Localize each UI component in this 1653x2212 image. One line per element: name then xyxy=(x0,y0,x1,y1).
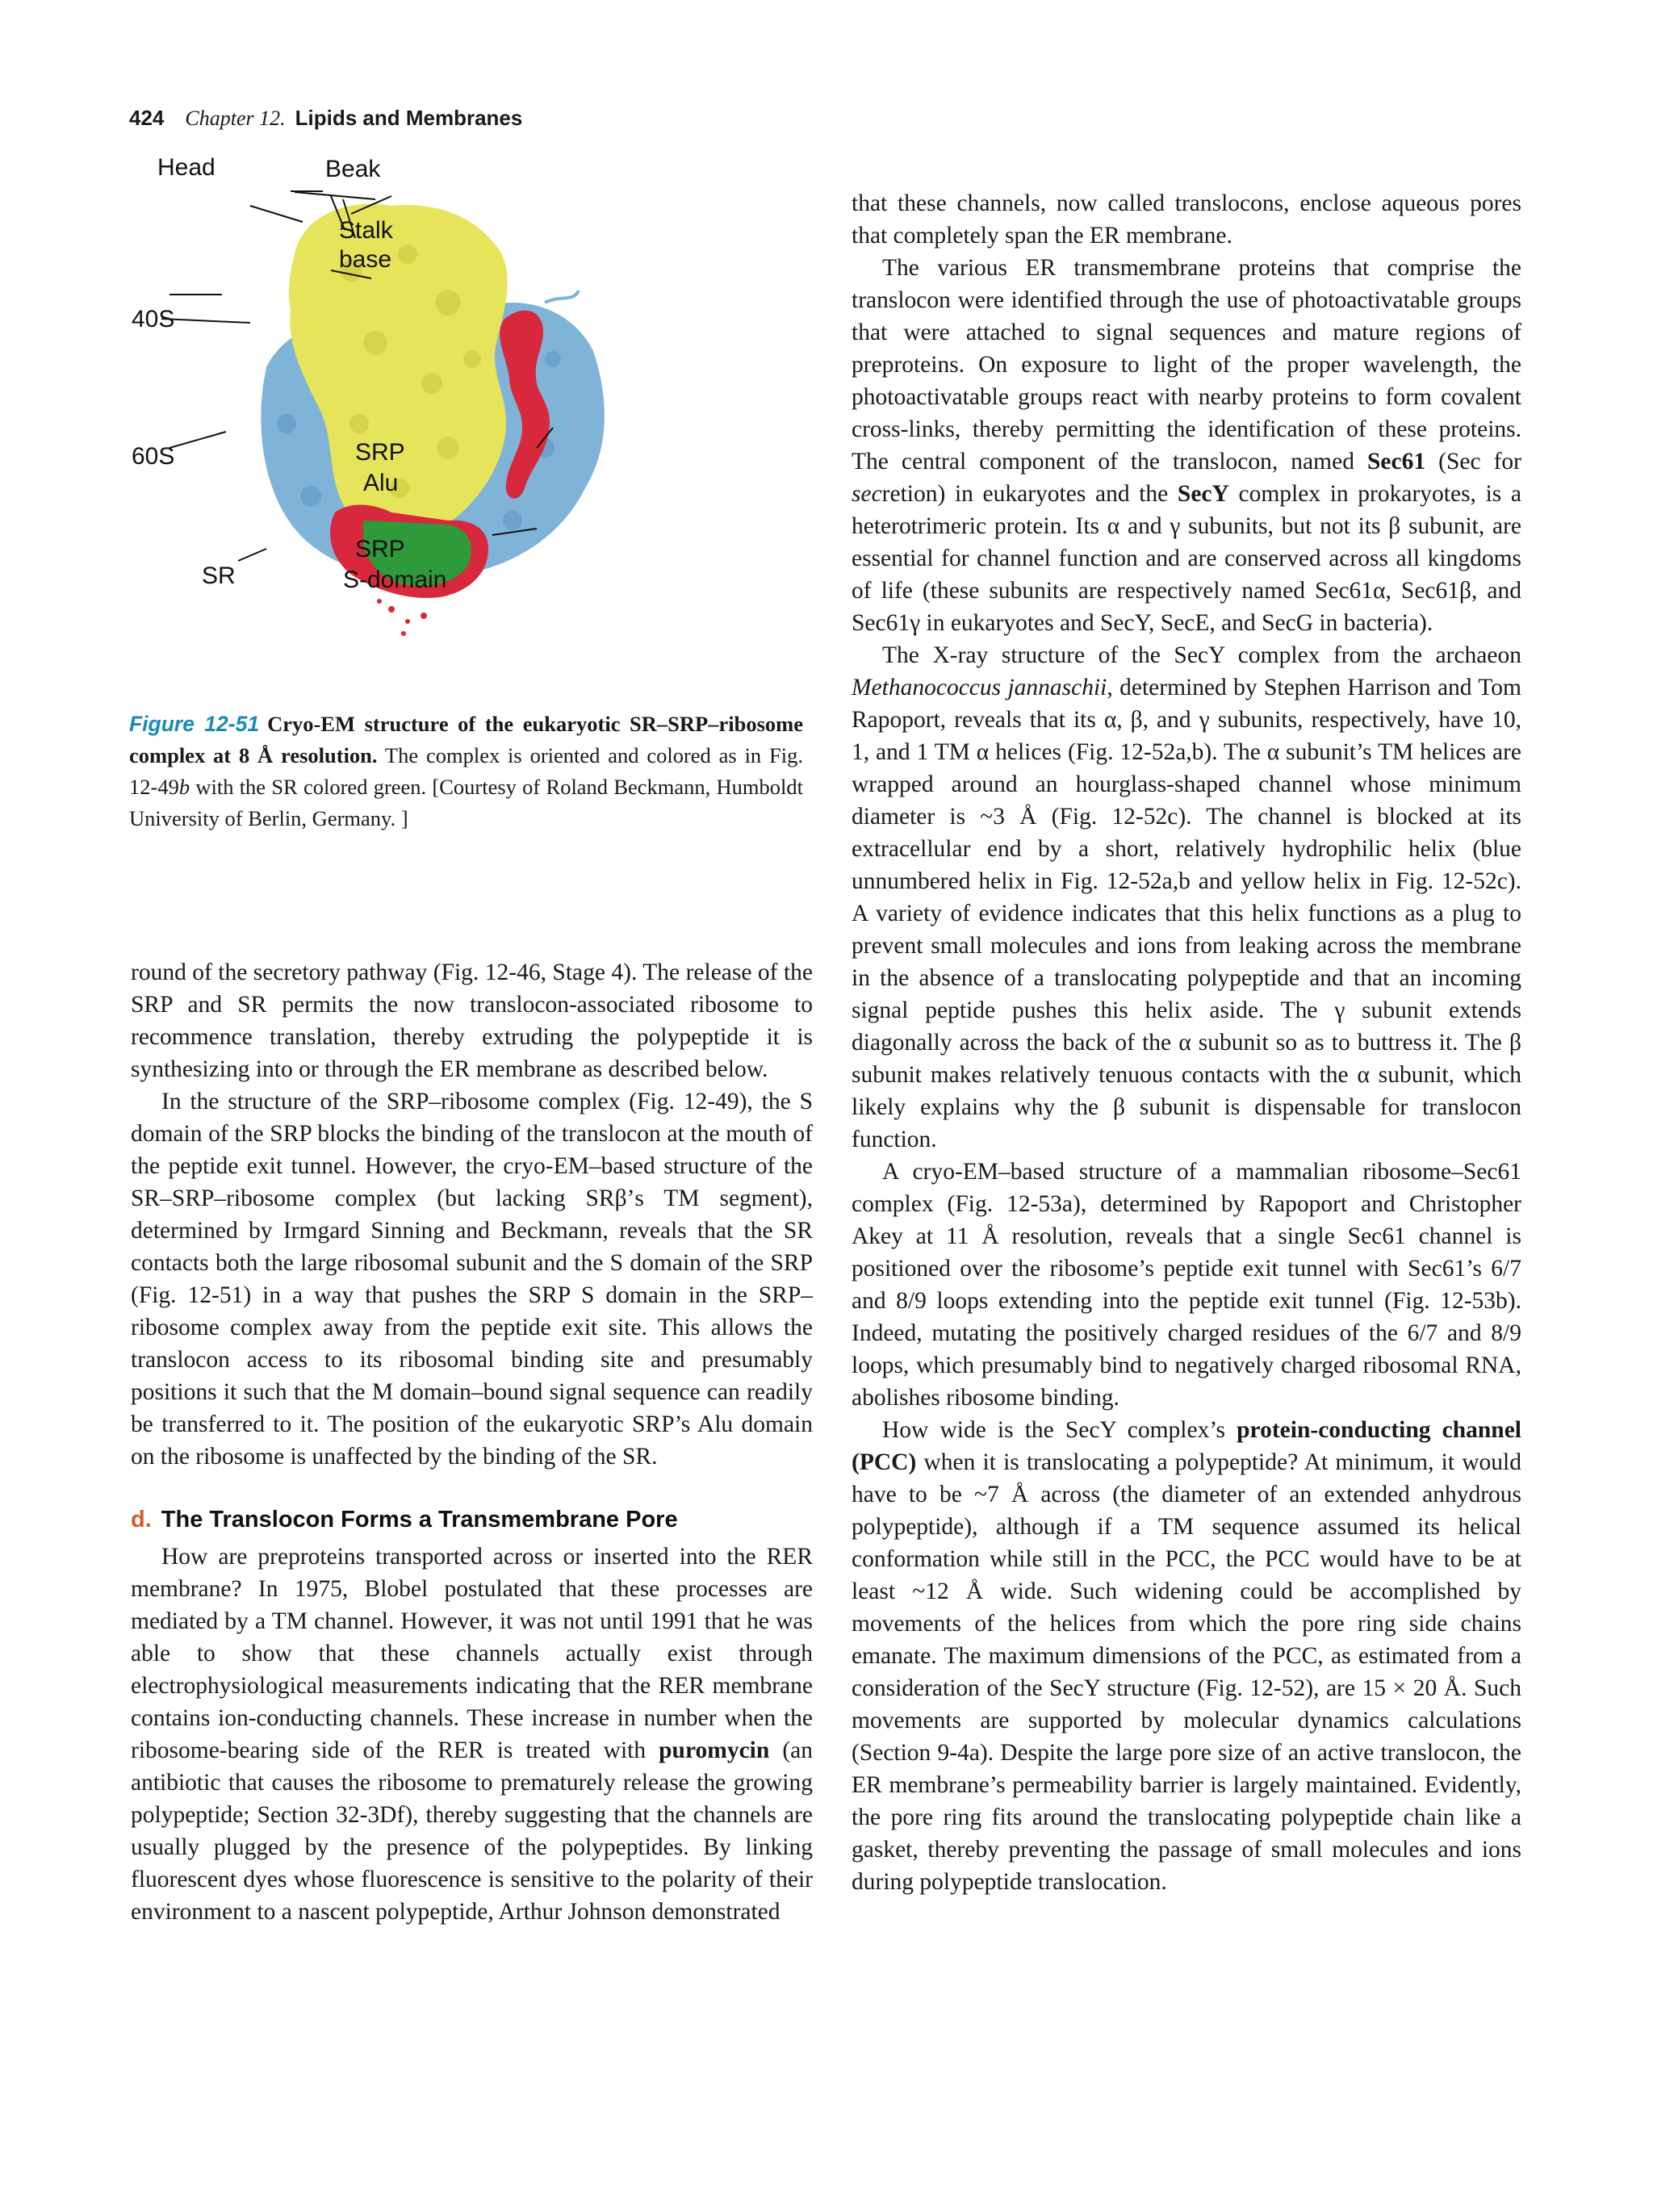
label-beak: Beak xyxy=(325,156,381,182)
label-s-domain: S-domain xyxy=(343,567,447,593)
figure-caption xyxy=(129,709,803,834)
left-p3-text-b: (an antibiotic that causes the ribosome to prematurely release the growing polypeptide; Section 32-3Df), thereby suggesting that the channels are usually plugged by the presence of the polypeptides. By linking fluorescent dyes whose fluorescence is sensitive to the polarity of their environment to a nascent polypeptide, Arthur Johnson demonstrated xyxy=(131,1737,813,1925)
right-p3-text-a: The X-ray structure of the SecY complex from the archaeon xyxy=(882,642,1521,668)
label-40s: 40S xyxy=(132,306,175,332)
right-paragraph-1: that these channels, now called translocons, enclose aqueous pores that completely span the ER membrane. xyxy=(852,190,1521,249)
right-p5-text-b: when it is translocating a polypeptide? At minimum, it would have to be ~7 Å across (the diameter of an extended anhydrous polypeptide), although if a TM sequence assumed its helical conformation while still in the PCC, the PCC would have to be at least ~12 Å wide. Such widening could be accomplished by movements of the helices from which the pore ring side chains emanate. The maximum dimensions of the PCC, as estimated from a consideration of the SecY structure (Fig. 12-52), are 15 × 20 Å. Such movements are supported by molecular dynamics calculations (Section 9-4a). Despite the large pore size of an active translocon, the ER membrane’s permeability barrier is largely maintained. Evidently, the pore ring fits around the translocating polypeptide chain like a gasket, thereby preventing the passage of small molecules and ions during polypeptide translocation. xyxy=(852,1449,1521,1895)
caption-text-b: b xyxy=(178,775,190,799)
sr-debris xyxy=(377,599,427,636)
left-paragraph-1: round of the secretory pathway (Fig. 12-46, Stage 4). The release of the SRP and SR permits the now translocon-associated ribosome to recommence translation, thereby extruding the polypeptide it is synthesizing into or through the ER membrane as described below. xyxy=(131,960,813,1082)
label-head: Head xyxy=(157,154,216,181)
caption-text-a: The complex is oriented and colored as in Fig. 12-49 xyxy=(129,743,803,799)
chapter-title: Lipids and Membranes xyxy=(295,106,523,130)
ribosome-illustration xyxy=(132,154,730,706)
label-60s: 60S xyxy=(132,443,175,470)
caption-title: Cryo-EM structure of the eukaryotic SR–SRP–ribosome complex at 8 Å resolution. xyxy=(129,712,803,767)
right-p2-italic: sec xyxy=(852,481,882,507)
right-column xyxy=(852,187,1521,1898)
right-p2-text-b: (Sec for xyxy=(1425,449,1521,475)
right-paragraph-3 xyxy=(852,639,1521,1156)
right-paragraph-5 xyxy=(852,1414,1521,1898)
right-p2-text-d: complex in prokaryotes, is a heterotrimeric protein. Its α and γ subunits, but not its β subunit, are essential for channel function and are conserved across all kingdoms of life (these subunits are respectively named Sec61α, Sec61β, and Sec61γ in eukaryotes and SecY, SecE, and SecG in bacteria). xyxy=(852,481,1522,636)
section-letter: d. xyxy=(131,1507,152,1533)
term-secy: SecY xyxy=(1177,481,1229,507)
figure-label: Figure 12-51 xyxy=(129,712,260,736)
left-paragraph-3 xyxy=(131,1541,813,1928)
section-heading xyxy=(131,1503,813,1536)
label-stalk: Stalk xyxy=(339,217,393,244)
label-base: base xyxy=(339,246,392,273)
term-sec61: Sec61 xyxy=(1367,449,1426,475)
term-puromycin: puromycin xyxy=(659,1737,770,1763)
caption-text-c: with the SR colored green. [Courtesy of Roland Beckmann, Humboldt University of Berlin, Germany. ] xyxy=(129,775,803,830)
label-sr: SR xyxy=(202,562,236,589)
right-p3-text-b: determined by Stephen Harrison and Tom Rapoport, reveals that its α, β, and γ subunits, respectively, have 10, 1, and 1 TM α helices (Fig. 12-52a,b). The α subunit’s TM helices are wrapped around an hourglass-shaped channel whose minimum diameter is ~3 Å (Fig. 12-52c). The channel is blocked at its extracellular end by a short, relatively hydrophilic helix (blue unnumbered helix in Fig. 12-52a,b and yellow helix in Fig. 12-52c). A variety of evidence indicates that this helix functions as a plug to prevent small molecules and ions from leaking across the membrane in the absence of a translocating polypeptide and that an incoming signal peptide pushes this helix aside. The γ subunit extends diagonally across the back of the α subunit so as to buttress it. The β subunit makes relatively tenuous contacts with the α subunit, which likely explains why the β subunit is dispensable for translocon function. xyxy=(852,675,1521,1152)
label-srp-alu: SRP xyxy=(355,439,405,466)
section-title: The Translocon Forms a Transmembrane Pore xyxy=(161,1507,678,1533)
right-p2-text-a: The various ER transmembrane proteins that comprise the translocon were identified through the use of photoactivatable groups that were attached to signal sequences and mature regions of preproteins. On exposure to light of the proper wavelength, the photoactivatable groups react with nearby proteins to form covalent cross-links, thereby permitting the identification of these proteins. The central component of the translocon, named xyxy=(852,255,1521,475)
right-p2-text-c: retion) in eukaryotes and the xyxy=(881,481,1178,507)
term-pcc: protein-conducting channel (PCC) xyxy=(852,1417,1521,1475)
left-p3-text-a: How are preproteins transported across or inserted into the RER membrane? In 1975, Blobel postulated that these processes are mediated by a TM channel. However, it was not until 1991 that he was able to show that these channels actually exist through electrophysiological measurements indicating that the RER membrane contains ion-conducting channels. These increase in number when the ribosome-bearing side of the RER is treated with xyxy=(131,1544,813,1763)
stalk-tip xyxy=(545,291,579,303)
figure-cryo-em xyxy=(132,154,730,706)
label-alu: Alu xyxy=(363,470,399,496)
right-paragraph-2 xyxy=(852,252,1521,639)
chapter-label: Chapter 12. xyxy=(185,107,286,130)
species-name: Methanococcus jannaschii, xyxy=(852,675,1113,700)
left-column xyxy=(131,956,813,1928)
right-p5-text-a: How wide is the SecY complex’s xyxy=(882,1417,1237,1443)
page-number: 424 xyxy=(129,106,165,130)
right-paragraph-4: A cryo-EM–based structure of a mammalian ribosome–Sec61 complex (Fig. 12-53a), determined by Rapoport and Christopher Akey at 11 Å resolution, reveals that a single Sec61 channel is positioned over the ribosome’s peptide exit tunnel with Sec61’s 6/7 and 8/9 loops extending into the peptide exit tunnel (Fig. 12-53b). Indeed, mutating the positively charged residues of the 6/7 and 8/9 loops, which presumably bind to negatively charged ribosomal RNA, abolishes ribosome binding. xyxy=(852,1159,1521,1411)
left-paragraph-2: In the structure of the SRP–ribosome complex (Fig. 12-49), the S domain of the SRP blocks the binding of the translocon at the mouth of the peptide exit tunnel. However, the cryo-EM–based structure of the SR–SRP–ribosome complex (but lacking SRβ’s TM segment), determined by Irmgard Sinning and Beckmann, reveals that the SR contacts both the large ribosomal subunit and the S domain of the SRP (Fig. 12-51) in a way that pushes the SRP S domain in the SRP–ribosome complex away from the peptide exit site. This allows the translocon access to its ribosomal binding site and presumably positions it such that the M domain–bound signal sequence can readily be transferred to it. The position of the eukaryotic SRP’s Alu domain on the ribosome is unaffected by the binding of the SR. xyxy=(131,1089,813,1470)
running-header xyxy=(129,100,1550,136)
label-srp-s: SRP xyxy=(355,536,405,562)
